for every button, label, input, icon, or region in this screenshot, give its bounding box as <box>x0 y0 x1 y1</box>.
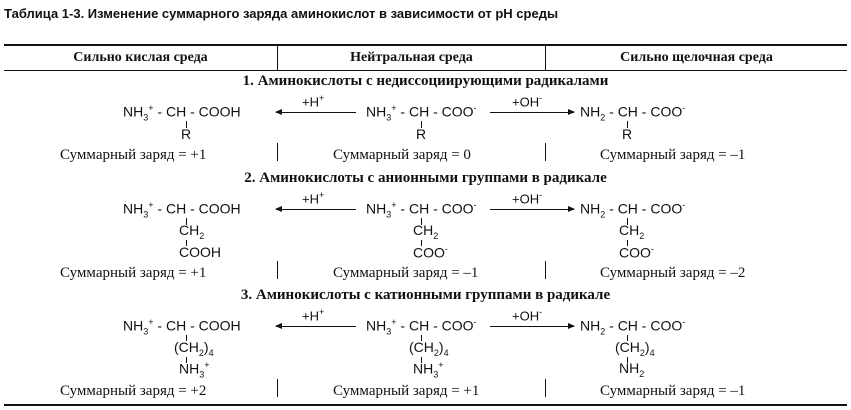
section-3-neutral-formula: $NH_3^+$ - CH - COO- <box>366 317 477 337</box>
section-3-base-radical-1: $(CH_2)_4$ <box>615 339 655 358</box>
section-1-arrow-base <box>490 112 574 113</box>
section-2-neutral-radical-1: $CH_2$ <box>413 222 439 241</box>
section-1-base-reagent: +OH- <box>512 93 543 110</box>
section-3-acid-reagent: +H+ <box>302 307 325 324</box>
section-1-acid-radical: R <box>181 126 192 142</box>
table-caption: Таблица 1-3. Изменение суммарного заряда аминокислот в зависимости от pH среды <box>4 6 559 21</box>
section-3-base-radical-2: $NH_2$ <box>619 360 645 379</box>
section-1-base-formula: $NH_2$ - CH - COO- <box>580 103 686 123</box>
section-3-neutral-radical-1: $(CH_2)_4$ <box>409 339 449 358</box>
section-1-charge-base: Суммарный заряд = –1 <box>600 147 746 163</box>
section-2-base-reagent: +OH- <box>512 190 543 207</box>
section-1-neutral-formula: $NH_3^+$ - CH - COO- <box>366 103 477 123</box>
column-header-alkaline: Сильно щелочная среда <box>620 50 773 65</box>
header-top-rule <box>4 44 847 46</box>
section-2-title: 2. Аминокислоты с анионными группами в радикале <box>244 170 607 186</box>
section-3-divider-1 <box>277 379 278 397</box>
section-2-neutral-radical-2: COO- <box>413 244 448 261</box>
section-2-charge-base: Суммарный заряд = –2 <box>600 265 746 281</box>
section-3-charge-base: Суммарный заряд = –1 <box>600 383 746 399</box>
section-1-acid-reagent: +H+ <box>302 93 325 110</box>
column-header-acid: Сильно кислая среда <box>73 50 208 65</box>
section-2-divider-1 <box>277 261 278 279</box>
table-bottom-rule <box>4 404 847 406</box>
section-2-arrow-acid <box>276 209 356 210</box>
section-2-divider-2 <box>545 261 546 279</box>
section-3-neutral-radical-2: $NH_3^+$ <box>413 360 444 380</box>
section-1-acid-formula: $NH_3^+$ - CH - COOH <box>123 103 241 123</box>
section-2-acid-radical-1: $CH_2$ <box>179 222 205 241</box>
section-2-base-formula: $NH_2$ - CH - COO- <box>580 200 686 220</box>
section-3-acid-radical-2: $NH_3^+$ <box>179 360 210 380</box>
section-3-base-formula: $NH_2$ - CH - COO- <box>580 317 686 337</box>
section-2-base-radical-1: $CH_2$ <box>619 222 645 241</box>
section-2-acid-formula: $NH_3^+$ - CH - COOH <box>123 200 241 220</box>
section-1-divider-2 <box>545 143 546 161</box>
section-3-acid-radical-1: $(CH_2)_4$ <box>174 339 214 358</box>
section-3-base-reagent: +OH- <box>512 307 543 324</box>
section-2-neutral-formula: $NH_3^+$ - CH - COO- <box>366 200 477 220</box>
section-1-base-radical: R <box>622 126 633 142</box>
section-1-divider-1 <box>277 143 278 161</box>
section-3-arrow-acid <box>276 326 356 327</box>
section-2-acid-reagent: +H+ <box>302 190 325 207</box>
section-3-title: 3. Аминокислоты с катионными группами в радикале <box>240 287 611 303</box>
section-3-charge-neutral: Суммарный заряд = +1 <box>333 383 480 399</box>
section-3-arrow-base <box>490 326 574 327</box>
section-2-base-radical-2: COO- <box>619 244 654 261</box>
section-1-charge-neutral: Суммарный заряд = 0 <box>333 147 471 163</box>
section-2-charge-neutral: Суммарный заряд = –1 <box>333 265 479 281</box>
section-3-divider-2 <box>545 379 546 397</box>
section-1-title: 1. Аминокислоты с недиссоциирующими радикалами <box>242 73 609 89</box>
section-1-neutral-radical: R <box>416 126 427 142</box>
section-1-arrow-acid <box>276 112 356 113</box>
column-header-neutral: Нейтральная среда <box>350 50 473 65</box>
section-1-charge-acid: Суммарный заряд = +1 <box>60 147 207 163</box>
header-bottom-rule <box>4 70 847 71</box>
section-2-charge-acid: Суммарный заряд = +1 <box>60 265 207 281</box>
section-3-acid-formula: $NH_3^+$ - CH - COOH <box>123 317 241 337</box>
section-2-arrow-base <box>490 209 574 210</box>
section-3-charge-acid: Суммарный заряд = +2 <box>60 383 207 399</box>
section-2-acid-radical-2: COOH <box>179 244 221 260</box>
